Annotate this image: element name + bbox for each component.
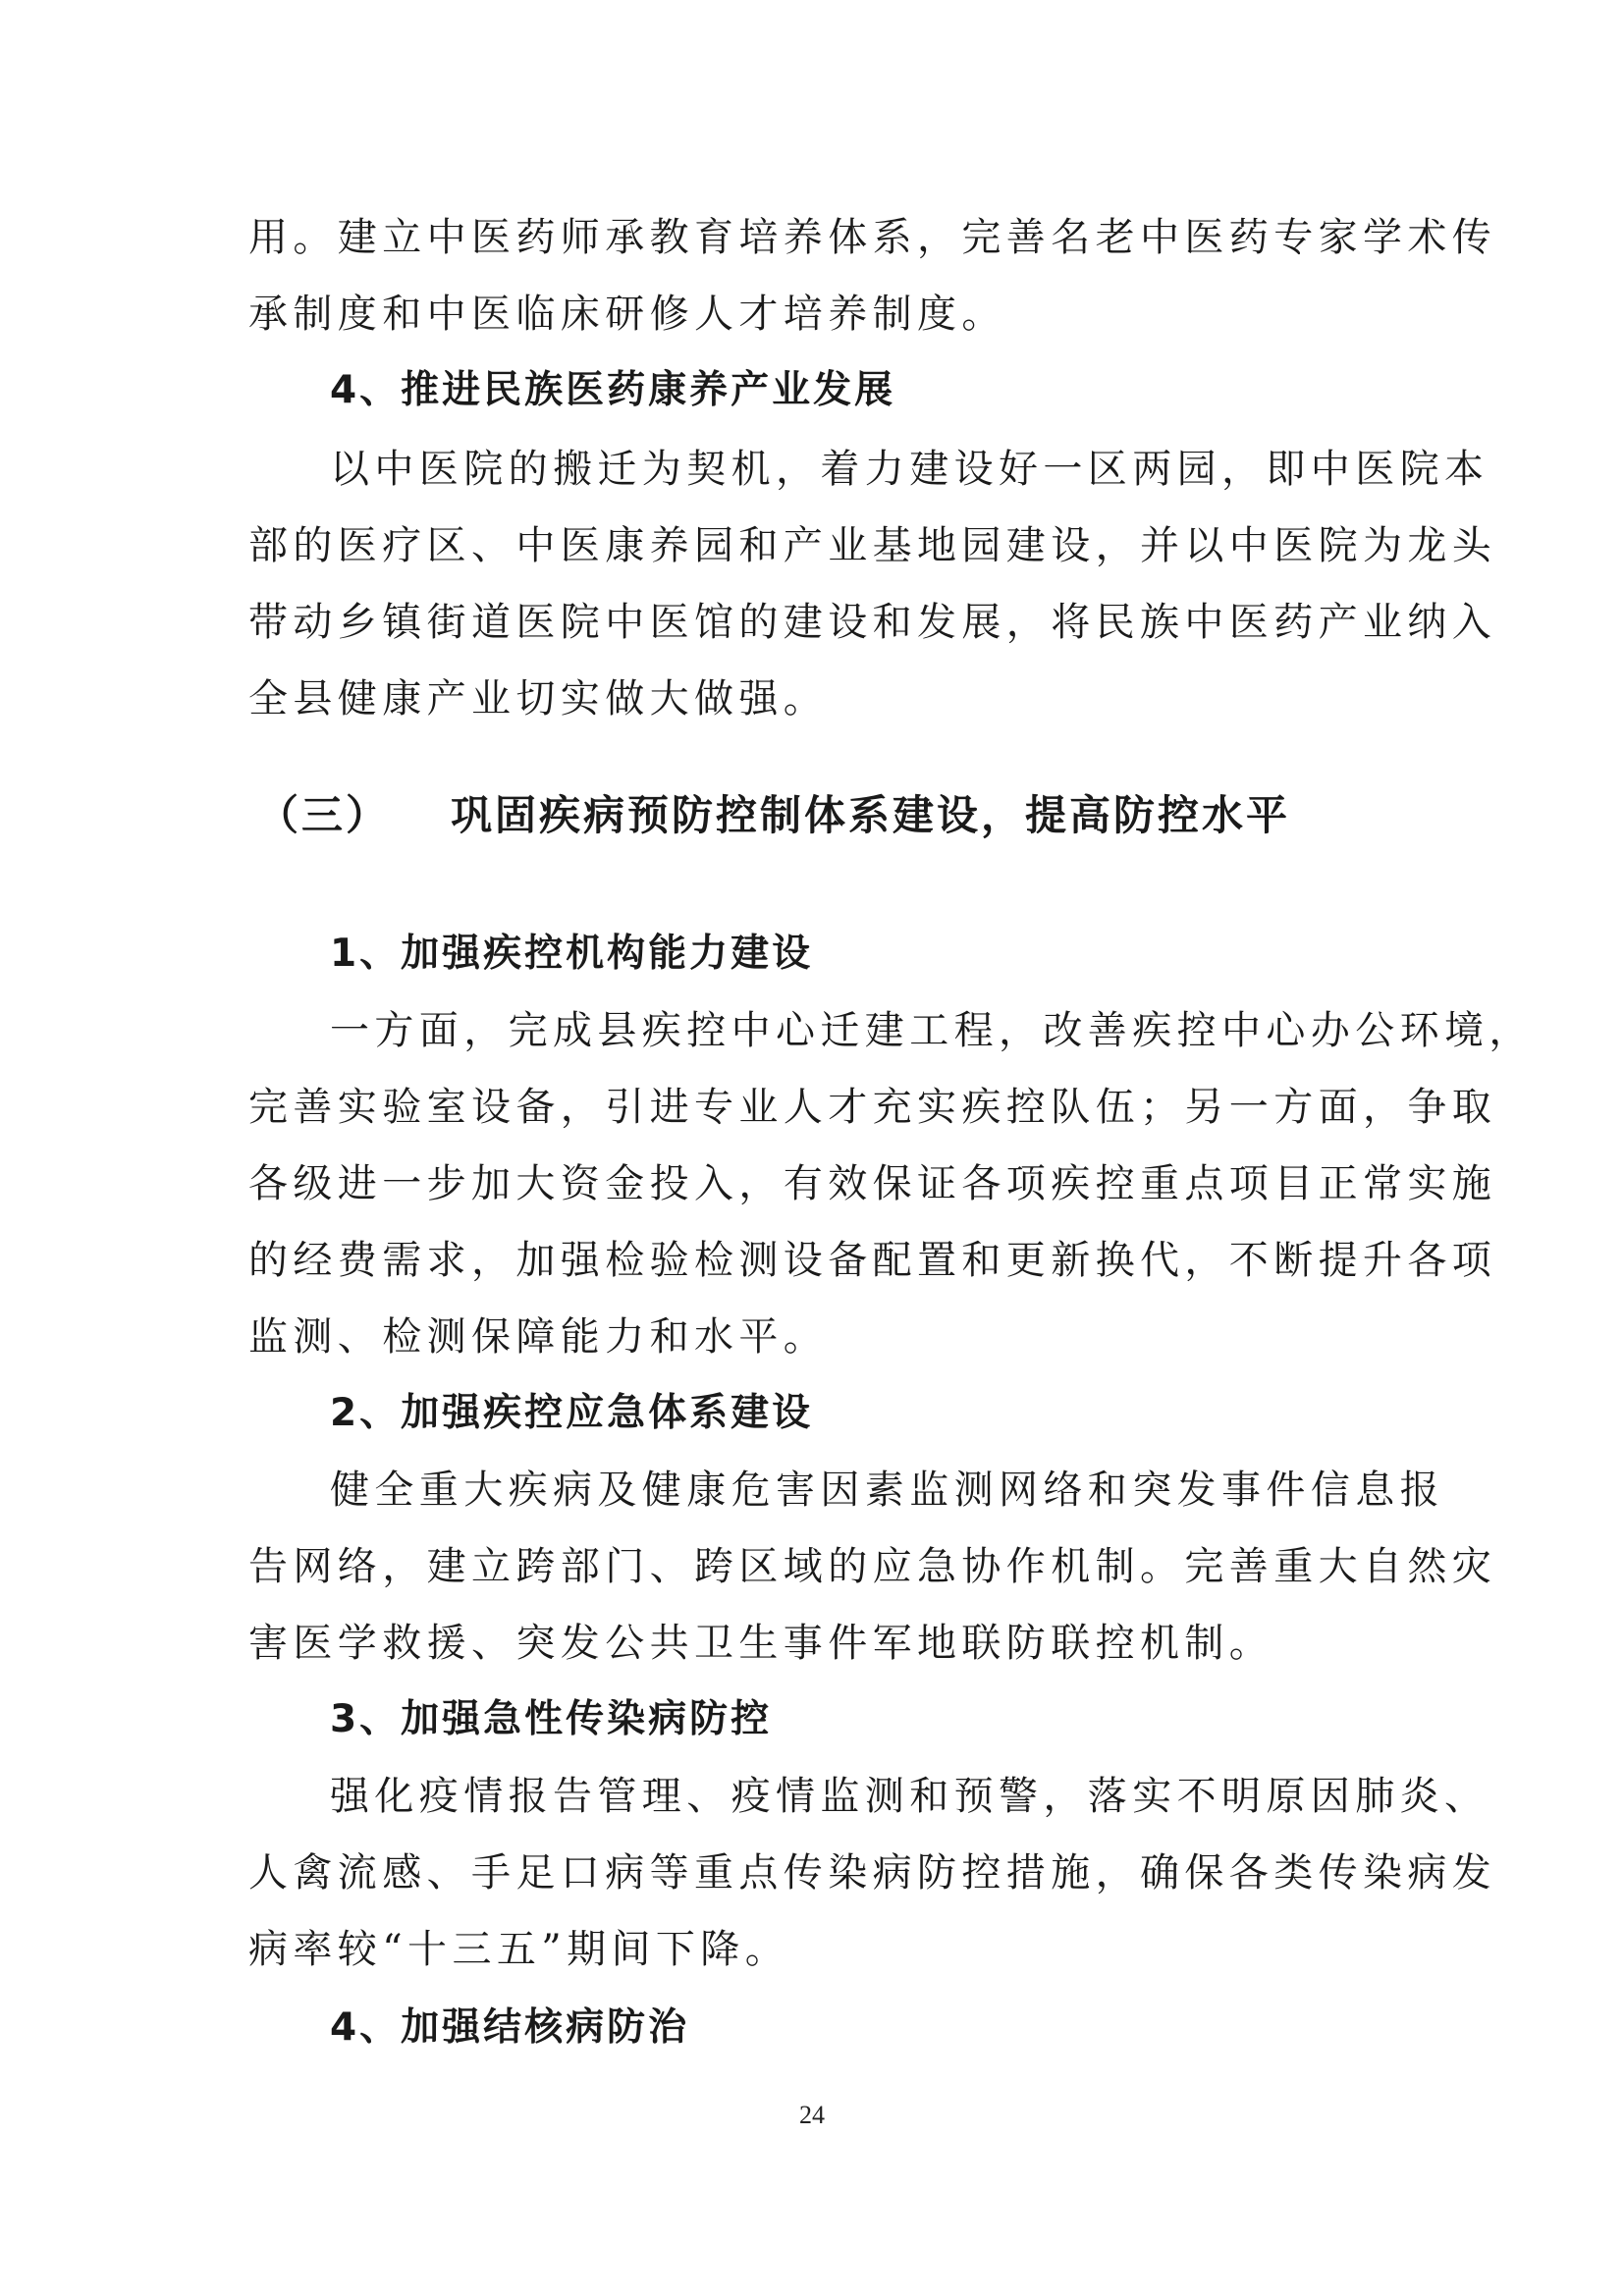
paragraph-line: 告网络，建立跨部门、跨区域的应急协作机制。完善重大自然灾 [248, 1544, 1497, 1589]
paragraph-line: 强化疫情报告管理、疫情监测和预警，落实不明原因肺炎、 [330, 1774, 1489, 1819]
paragraph-line: 病率较“十三五”期间下降。 [248, 1927, 790, 1972]
paragraph-line: 健全重大疾病及健康危害因素监测网络和突发事件信息报 [330, 1468, 1444, 1513]
paragraph-line: 各级进一步加大资金投入，有效保证各项疾控重点项目正常实施 [248, 1161, 1497, 1206]
paragraph-line: 一方面，完成县疾控中心迁建工程，改善疾控中心办公环境， [330, 1008, 1534, 1053]
subsection-heading: 3、加强急性传染病防控 [330, 1697, 773, 1741]
subsection-heading: 4、推进民族医药康养产业发展 [330, 368, 896, 412]
section-title: 巩固疾病预防控制体系建设，提高防控水平 [451, 791, 1291, 839]
paragraph-line: 全县健康产业切实做大做强。 [248, 676, 829, 721]
section-heading [257, 790, 1290, 841]
paragraph-line: 以中医院的搬迁为契机，着力建设好一区两园，即中医院本 [330, 447, 1489, 492]
paragraph-line: 带动乡镇街道医院中医馆的建设和发展，将民族中医药产业纳入 [248, 600, 1497, 645]
subsection-heading: 1、加强疾控机构能力建设 [330, 932, 814, 976]
section-number: （三） [257, 791, 391, 839]
paragraph-line: 用。建立中医药师承教育培养体系，完善名老中医药专家学术传 [248, 215, 1497, 260]
paragraph-line: 承制度和中医临床研修人才培养制度。 [248, 292, 1006, 337]
paragraph-line: 的经费需求，加强检验检测设备配置和更新换代，不断提升各项 [248, 1238, 1497, 1283]
paragraph-line: 害医学救援、突发公共卫生事件军地联防联控机制。 [248, 1621, 1274, 1666]
paragraph-line: 完善实验室设备，引进专业人才充实疾控队伍；另一方面，争取 [248, 1085, 1497, 1130]
subsection-heading: 2、加强疾控应急体系建设 [330, 1391, 814, 1435]
page-number: 24 [799, 2101, 825, 2129]
paragraph-line: 监测、检测保障能力和水平。 [248, 1314, 829, 1360]
paragraph-line: 人禽流感、手足口病等重点传染病防控措施，确保各类传染病发 [248, 1850, 1497, 1896]
subsection-heading: 4、加强结核病防治 [330, 2005, 690, 2050]
paragraph-line: 部的医疗区、中医康养园和产业基地园建设，并以中医院为龙头 [248, 523, 1497, 568]
